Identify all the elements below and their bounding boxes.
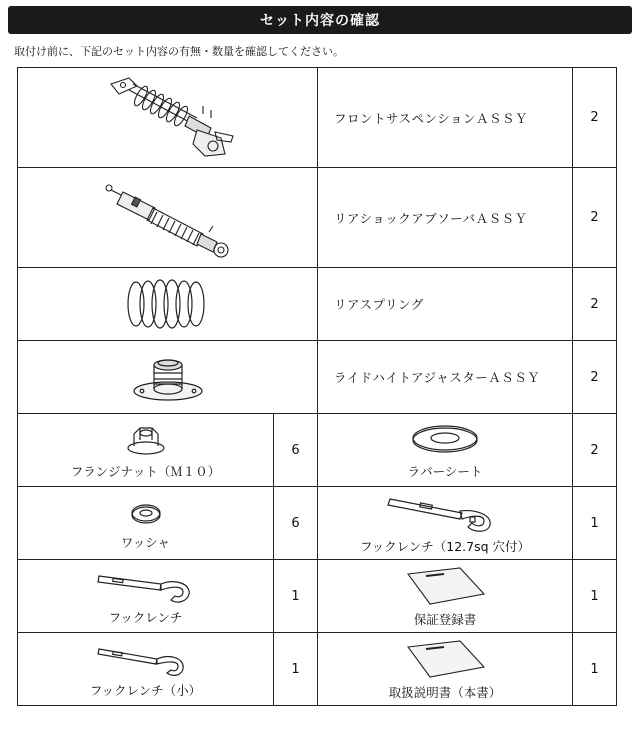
item-name: ライドハイトアジャスターＡＳＳＹ [318, 341, 573, 414]
item-qty: 2 [573, 414, 617, 487]
item-qty: 2 [573, 168, 617, 268]
warranty-document-icon [400, 564, 490, 608]
item-name: ラバーシート [407, 464, 483, 479]
item-qty: 1 [274, 633, 318, 706]
table-row [18, 414, 617, 487]
item-qty: 2 [573, 341, 617, 414]
table-row [18, 633, 617, 706]
table-row [18, 487, 617, 560]
item-qty: 6 [274, 487, 318, 560]
parts-table [17, 67, 617, 706]
table-row [18, 68, 617, 168]
item-name: 保証登録書 [413, 612, 477, 627]
item-name: フランジナット（Ｍ１０） [70, 464, 221, 479]
table-row [18, 268, 617, 341]
table-row [18, 168, 617, 268]
item-name: フックレンチ（小） [89, 683, 202, 698]
title-bar [8, 6, 632, 34]
item-qty: 6 [274, 414, 318, 487]
item-qty: 1 [573, 487, 617, 560]
item-qty: 2 [573, 68, 617, 168]
item-qty: 2 [573, 268, 617, 341]
item-qty: 1 [573, 633, 617, 706]
rubber-seat-icon [405, 420, 485, 460]
item-name: リアショックアブソーバＡＳＳＹ [318, 168, 573, 268]
rear-spring-icon [118, 272, 218, 336]
intro-text: 取付け前に、下記のセット内容の有無・数量を確認してください。 [14, 45, 344, 58]
small-hook-wrench-icon [91, 639, 201, 679]
item-name: フックレンチ（12.7sq 穴付） [359, 539, 531, 554]
rear-shock-absorber-icon [93, 172, 243, 264]
item-name: フックレンチ [108, 610, 183, 625]
table-row [18, 341, 617, 414]
item-name: ワッシャ [120, 535, 171, 550]
ride-height-adjuster-icon [118, 345, 218, 409]
table-row [18, 560, 617, 633]
washer-icon [116, 495, 176, 531]
item-qty: 1 [274, 560, 318, 633]
manual-document-icon [400, 637, 490, 681]
item-name: 取扱説明書（本書） [388, 685, 502, 700]
page-title: セット内容の確認 [260, 13, 380, 29]
item-name: リアスプリング [318, 268, 573, 341]
item-qty: 1 [573, 560, 617, 633]
flange-nut-icon [116, 420, 176, 460]
front-suspension-icon [93, 72, 243, 164]
hook-wrench-icon [91, 566, 201, 606]
item-name: フロントサスペンションＡＳＳＹ [318, 68, 573, 168]
hook-wrench-square-hole-icon [380, 491, 510, 535]
